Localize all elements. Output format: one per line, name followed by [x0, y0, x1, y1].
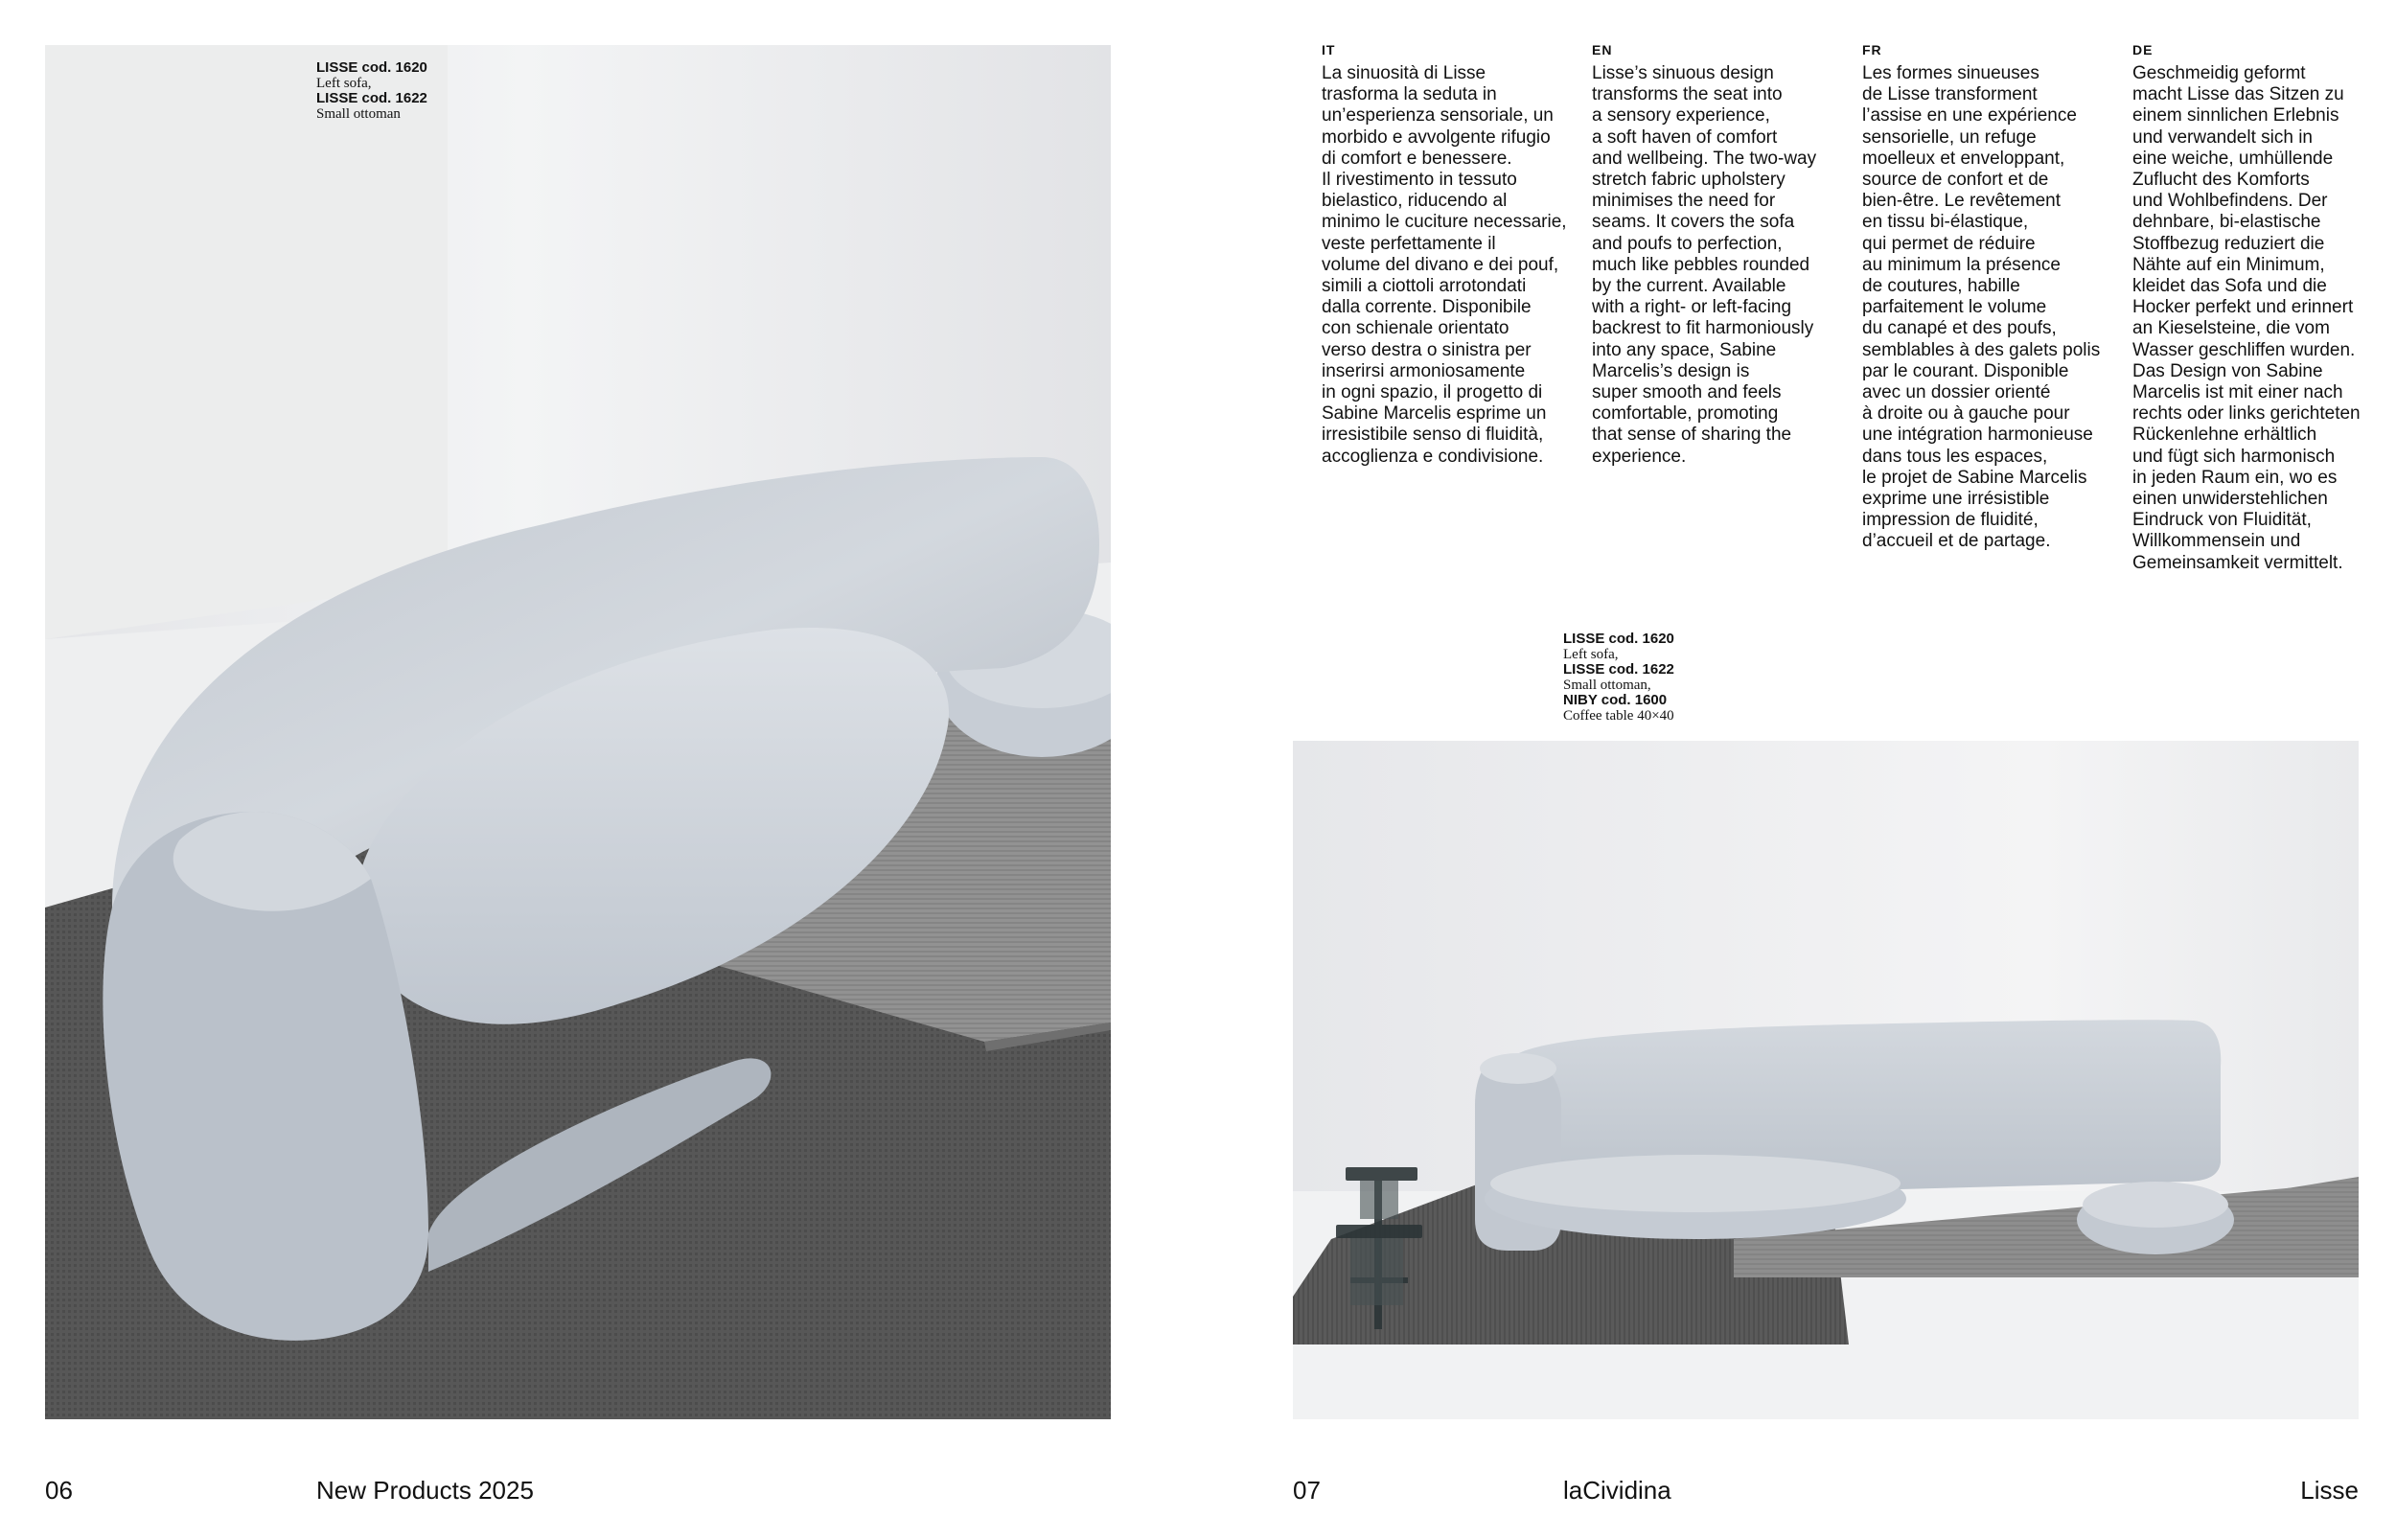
- text-line: dalla corrente. Disponibile: [1322, 297, 1532, 318]
- brand-name: laCividina: [1563, 1476, 1671, 1505]
- text-line: Gemeinsamkeit vermittelt.: [2132, 552, 2343, 573]
- text-line: veste perfettamente il: [1322, 233, 1496, 254]
- caption-product-code: LISSE cod. 1620: [1563, 631, 1674, 647]
- text-line: und Wohlbefindens. Der: [2132, 191, 2328, 212]
- caption-product-code: LISSE cod. 1622: [1563, 661, 1674, 678]
- caption-product-desc: Left sofa,: [316, 76, 372, 91]
- text-column-en: [1563, 42, 1822, 468]
- text-line: source de confort et de: [1862, 170, 2049, 191]
- text-line: du canapé et des poufs,: [1862, 318, 2057, 339]
- text-line: une intégration harmonieuse: [1862, 425, 2093, 446]
- text-line: with a right- or left-facing: [1592, 297, 1792, 318]
- text-line: comfortable, promoting: [1592, 403, 1779, 425]
- text-line: accoglienza e condivisione.: [1322, 446, 1544, 467]
- text-line: rechts oder links gerichteten: [2132, 403, 2361, 425]
- right-photo-sofa-room: [1293, 741, 2359, 1419]
- text-line: un’esperienza sensoriale, un: [1322, 105, 1554, 126]
- text-line: irresistibile senso di fluidità,: [1322, 425, 1544, 446]
- text-line: di comfort e benessere.: [1322, 148, 1512, 169]
- caption-product-code: NIBY cod. 1600: [1563, 692, 1668, 708]
- text-line: le projet de Sabine Marcelis: [1862, 467, 2087, 488]
- text-line: Il rivestimento in tessuto: [1322, 170, 1517, 191]
- text-line: in jeden Raum ein, wo es: [2132, 467, 2338, 488]
- caption-product-desc: Coffee table 40×40: [1563, 708, 1674, 724]
- text-line: morbido e avvolgente rifugio: [1322, 126, 1551, 148]
- text-line: con schienale orientato: [1322, 318, 1509, 339]
- text-line: Stoffbezug reduziert die: [2132, 233, 2325, 254]
- text-line: l’assise en une expérience: [1862, 105, 2077, 126]
- text-line: und fügt sich harmonisch: [2132, 446, 2336, 467]
- text-line: Marcelis’s design is: [1592, 360, 1750, 381]
- text-line: kleidet das Sofa und die: [2132, 276, 2327, 297]
- text-line: en tissu bi-élastique,: [1862, 212, 2029, 233]
- caption-product-desc: Small ottoman,: [1563, 678, 1651, 693]
- text-line: semblables à des galets polis: [1862, 339, 2101, 360]
- text-line: Marcelis ist mit einer nach: [2132, 382, 2343, 403]
- body-text: [1293, 63, 1567, 468]
- body-text: [1563, 63, 1822, 468]
- text-line: bielastico, riducendo al: [1322, 191, 1508, 212]
- text-line: and wellbeing. The two-way: [1592, 148, 1817, 169]
- text-line: einen unwiderstehlichen: [2132, 489, 2328, 510]
- left-photo-caption: [316, 60, 427, 122]
- text-line: stretch fabric upholstery: [1592, 170, 1785, 191]
- text-line: minimises the need for: [1592, 191, 1776, 212]
- text-line: Lisse’s sinuous design: [1592, 63, 1774, 83]
- text-line: parfaitement le volume: [1862, 297, 2047, 318]
- page-number-left: 06: [45, 1476, 73, 1505]
- text-line: La sinuosità di Lisse: [1322, 63, 1486, 83]
- caption-product-desc: Small ottoman: [316, 106, 401, 122]
- text-line: au minimum la présence: [1862, 254, 2061, 275]
- text-line: einem sinnlichen Erlebnis: [2132, 105, 2339, 126]
- text-line: de Lisse transforment: [1862, 84, 2038, 105]
- text-line: sensorielle, un refuge: [1862, 126, 2037, 148]
- text-line: de coutures, habille: [1862, 276, 2020, 297]
- product-name: Lisse: [2300, 1476, 2359, 1505]
- text-line: und verwandelt sich in: [2132, 126, 2313, 148]
- text-line: Nähte auf ein Minimum,: [2132, 254, 2325, 275]
- text-line: simili a ciottoli arrotondati: [1322, 276, 1527, 297]
- left-photo-sofa-closeup: [45, 45, 1111, 1419]
- text-line: à droite ou à gauche pour: [1862, 403, 2070, 425]
- text-line: a soft haven of comfort: [1592, 126, 1778, 148]
- text-column-it: [1293, 42, 1567, 468]
- text-line: dans tous les espaces,: [1862, 446, 2048, 467]
- text-line: moelleux et enveloppant,: [1862, 148, 2065, 169]
- text-line: trasforma la seduta in: [1322, 84, 1497, 105]
- text-line: seams. It covers the sofa: [1592, 212, 1795, 233]
- text-line: and poufs to perfection,: [1592, 233, 1783, 254]
- text-line: dehnbare, bi-elastische: [2132, 212, 2321, 233]
- body-text: [2104, 63, 2362, 574]
- text-line: Das Design von Sabine: [2132, 360, 2323, 381]
- text-line: that sense of sharing the: [1592, 425, 1792, 446]
- text-line: Willkommensein und: [2132, 531, 2301, 552]
- caption-product-code: LISSE cod. 1620: [316, 59, 427, 76]
- text-line: Eindruck von Fluidität,: [2132, 510, 2312, 531]
- text-line: avec un dossier orienté: [1862, 382, 2051, 403]
- text-line: bien-être. Le revêtement: [1862, 191, 2062, 212]
- text-line: minimo le cuciture necessarie,: [1322, 212, 1567, 233]
- text-line: inserirsi armoniosamente: [1322, 360, 1526, 381]
- text-line: exprime une irrésistible: [1862, 489, 2050, 510]
- text-line: by the current. Available: [1592, 276, 1786, 297]
- publication-title: New Products 2025: [316, 1476, 534, 1505]
- language-label: IT: [1322, 42, 1336, 57]
- text-line: eine weiche, umhüllende: [2132, 148, 2334, 169]
- text-line: volume del divano e dei pouf,: [1322, 254, 1559, 275]
- text-line: super smooth and feels: [1592, 382, 1782, 403]
- caption-product-code: LISSE cod. 1622: [316, 90, 427, 106]
- text-line: Rückenlehne erhältlich: [2132, 425, 2317, 446]
- text-column-de: [2104, 42, 2362, 574]
- text-line: an Kieselsteine, die vom: [2132, 318, 2330, 339]
- text-line: Zuflucht des Komforts: [2132, 170, 2310, 191]
- text-line: Les formes sinueuses: [1862, 63, 2039, 83]
- text-line: transforms the seat into: [1592, 84, 1783, 105]
- text-line: Hocker perfekt und erinnert: [2132, 297, 2354, 318]
- text-line: d’accueil et de partage.: [1862, 531, 2051, 552]
- caption-product-desc: Left sofa,: [1563, 647, 1619, 662]
- page-number-right: 07: [1293, 1476, 1321, 1505]
- text-line: into any space, Sabine: [1592, 339, 1777, 360]
- text-line: macht Lisse das Sitzen zu: [2132, 84, 2344, 105]
- language-label: FR: [1862, 42, 1882, 57]
- text-line: backrest to fit harmoniously: [1592, 318, 1814, 339]
- text-line: impression de fluidité,: [1862, 510, 2039, 531]
- text-line: in ogni spazio, il progetto di: [1322, 382, 1543, 403]
- text-column-fr: [1833, 42, 2101, 553]
- text-line: much like pebbles rounded: [1592, 254, 1810, 275]
- text-line: Geschmeidig geformt: [2132, 63, 2306, 83]
- text-line: par le courant. Disponible: [1862, 360, 2069, 381]
- language-label: EN: [1592, 42, 1613, 57]
- text-line: Wasser geschliffen wurden.: [2132, 339, 2356, 360]
- text-line: verso destra o sinistra per: [1322, 339, 1532, 360]
- right-photo-caption: [1563, 632, 1674, 724]
- text-line: Sabine Marcelis esprime un: [1322, 403, 1547, 425]
- text-line: qui permet de réduire: [1862, 233, 2036, 254]
- language-label: DE: [2132, 42, 2154, 57]
- body-text: [1833, 63, 2101, 553]
- text-line: a sensory experience,: [1592, 105, 1770, 126]
- text-line: experience.: [1592, 446, 1687, 467]
